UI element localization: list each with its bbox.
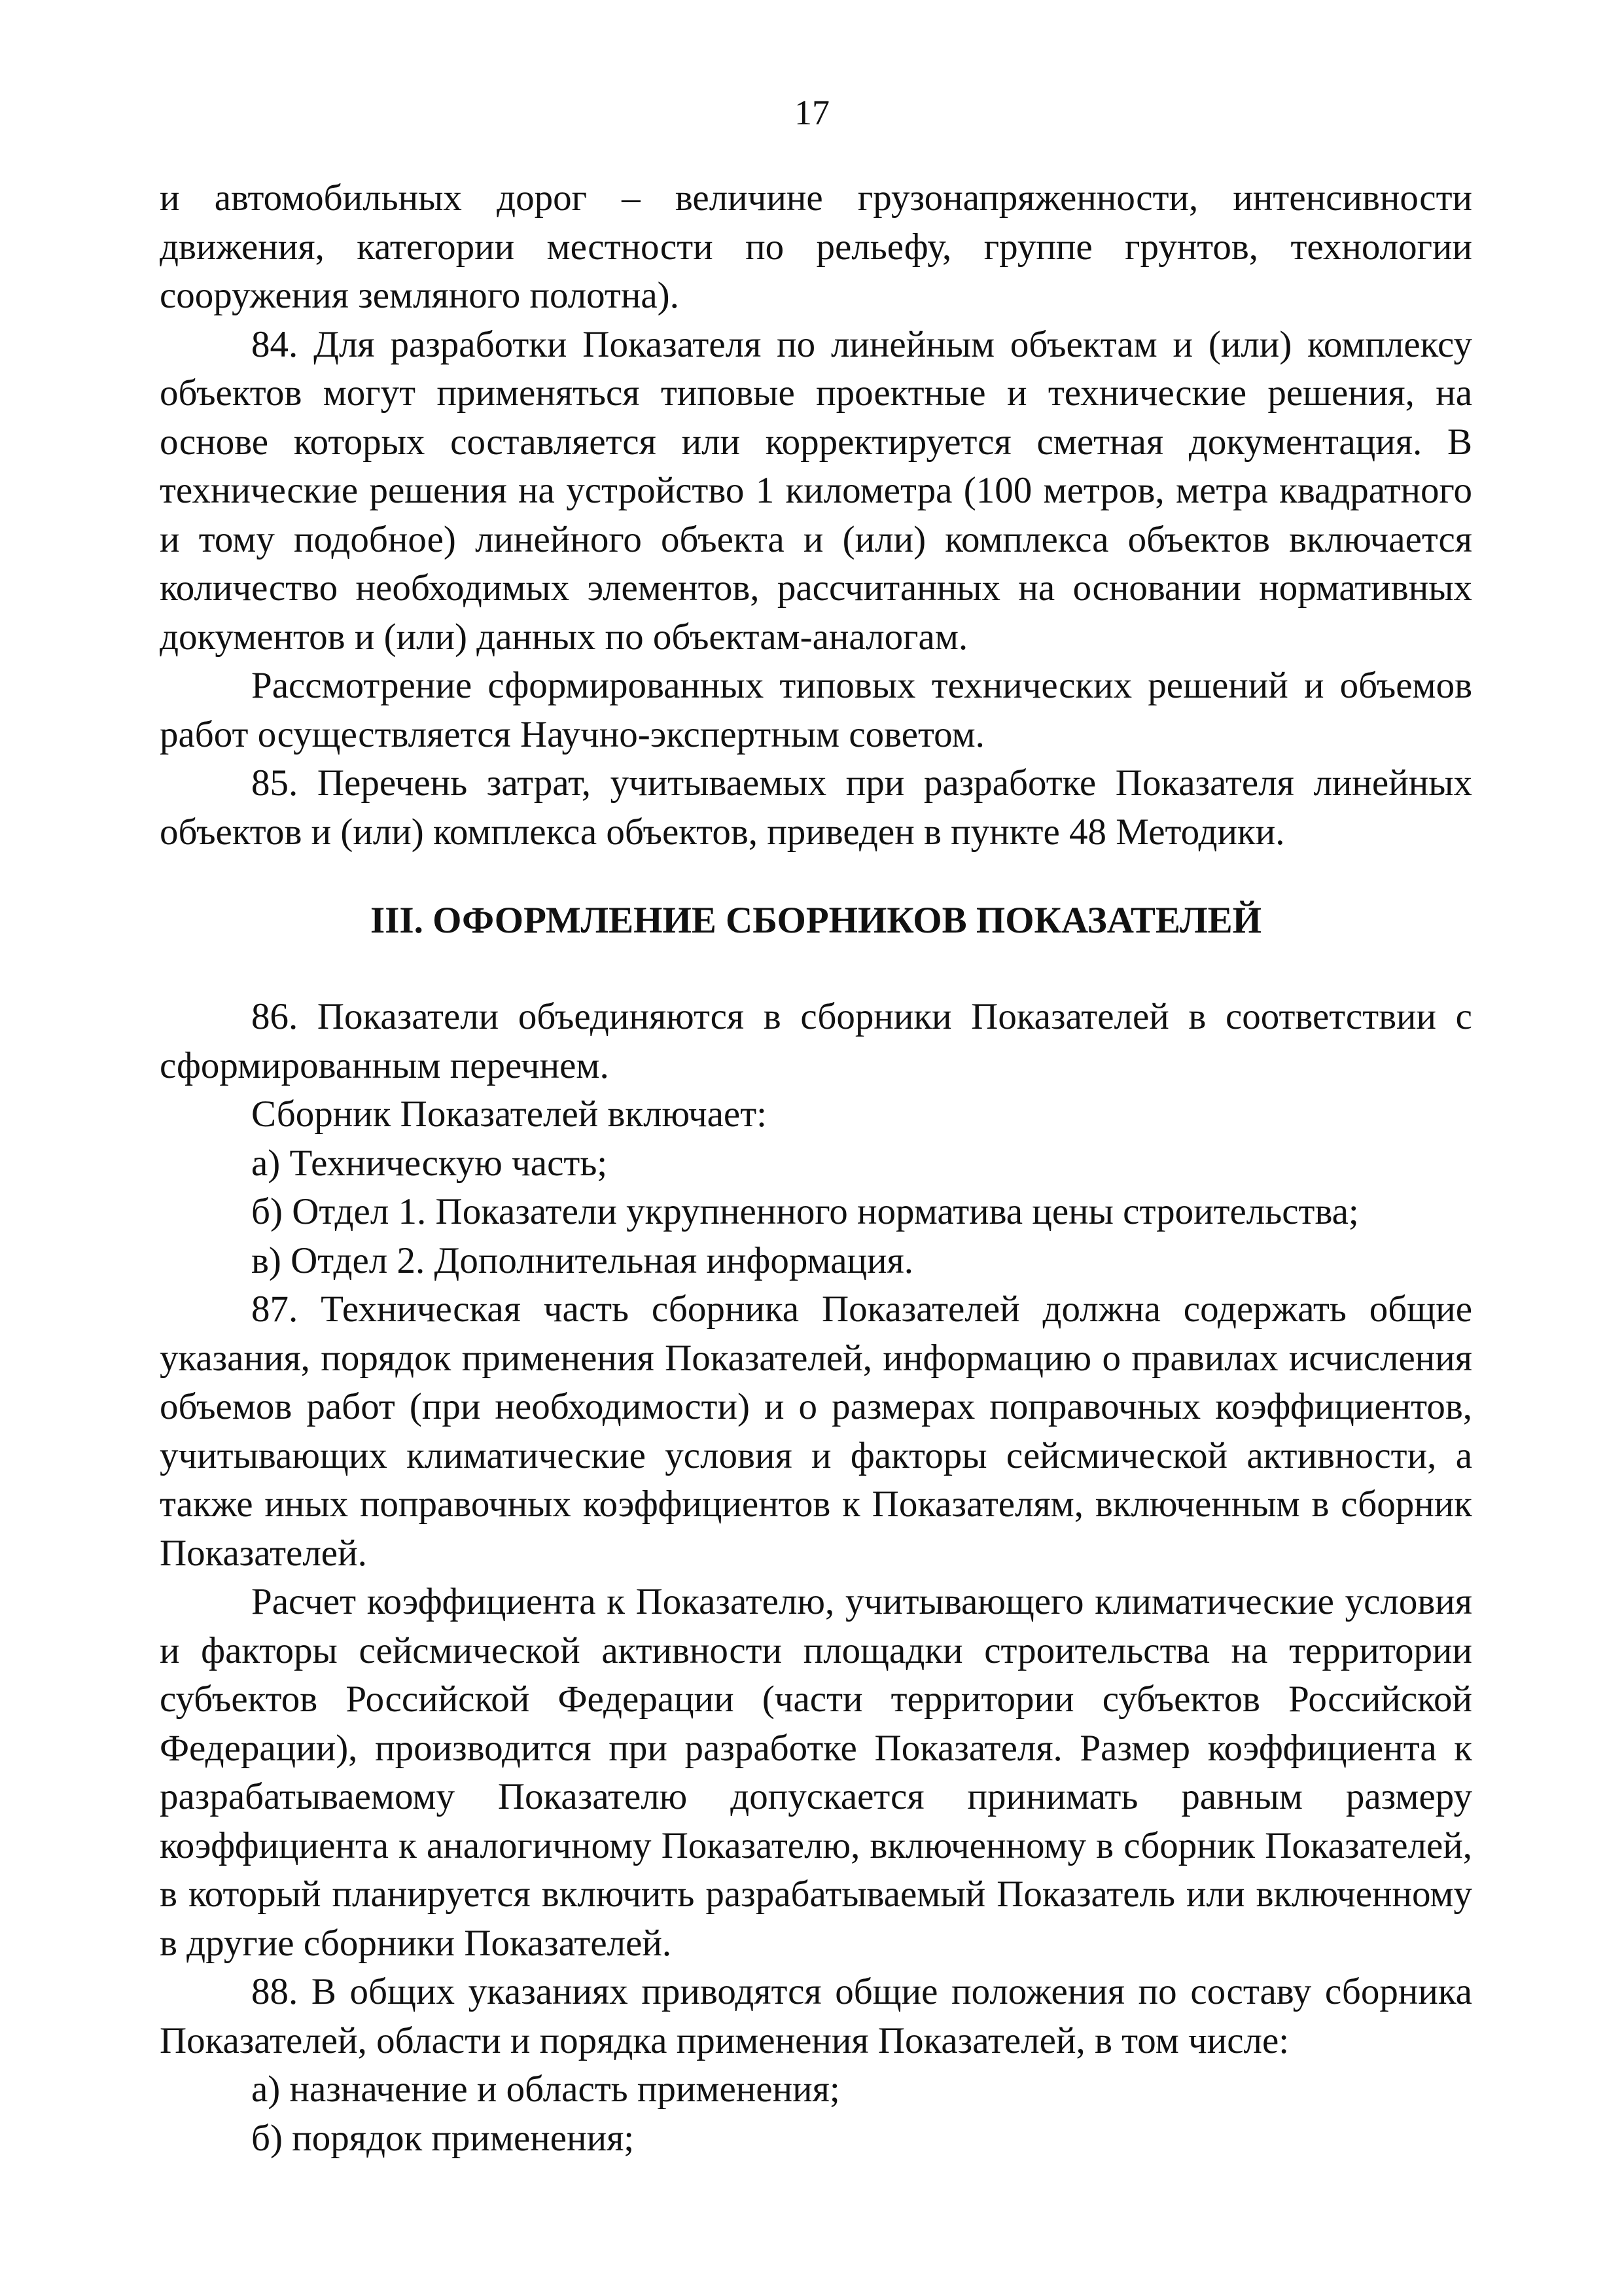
list-item-88-b: б) порядок применения; [251,2117,635,2159]
paragraph-84-review: Рассмотрение сформированных типовых технических решений и объемов работ осуществляется Научно-экспертным советом. [160,665,1472,755]
list-item-86-c: в) Отдел 2. Дополнительная информация. [251,1239,914,1281]
document-body [160,174,1472,2163]
page-number: 17 [794,93,830,132]
list-item-86-b: б) Отдел 1. Показатели укрупненного норматива цены строительства; [251,1191,1359,1232]
list-item-88-a: а) назначение и область применения; [251,2069,840,2110]
paragraph-87-coefficient: Расчет коэффициента к Показателю, учитывающего климатические условия и факторы сейсмической активности площадки строительства на территории субъектов Российской Федерации (части территории субъектов Российской Федерации), производится при разработке Показателя. Размер коэффициента к разрабатываемому Показателю допускается принимать равным размеру коэффициента к аналогичному Показателю, включенному в сборник Показателей, в который планируется включить разрабатываемый Показатель или включенному в другие сборники Показателей. [160,1581,1472,1964]
paragraph-87: 87. Техническая часть сборника Показателей должна содержать общие указания, порядок применения Показателей, информацию о правилах исчисления объемов работ (при необходимости) и о размерах поправочных коэффициентов, учитывающих климатические условия и факторы сейсмической активности, а также иных поправочных коэффициентов к Показателям, включенным в сборник Показателей. [160,1289,1472,1574]
paragraph-84: 84. Для разработки Показателя по линейным объектам и (или) комплексу объектов могут применяться типовые проектные и технические решения, на основе которых составляется или корректируется сметная документация. В технические решения на устройство 1 километра (100 метров, метра квадратного и тому подобное) линейного объекта и (или) комплекса объектов включается количество необходимых элементов, рассчитанных на основании нормативных документов и (или) данных по объектам-аналогам. [160,323,1472,658]
paragraph-continuation: и автомобильных дорог – величине грузонапряженности, интенсивности движения, категории местности по рельефу, группе грунтов, технологии сооружения земляного полотна). [160,177,1472,316]
paragraph-88: 88. В общих указаниях приводятся общие положения по составу сборника Показателей, области и порядка применения Показателей, в том числе: [160,1971,1472,2061]
list-item-86-a: а) Техническую часть; [251,1142,608,1184]
paragraph-86-collection-includes: Сборник Показателей включает: [251,1094,767,1135]
paragraph-86: 86. Показатели объединяются в сборники Показателей в соответствии с сформированным перечнем. [160,996,1472,1086]
paragraph-85: 85. Перечень затрат, учитываемых при разработке Показателя линейных объектов и (или) комплекса объектов, приведен в пункте 48 Методики. [160,762,1472,853]
section-heading: III. ОФОРМЛЕНИЕ СБОРНИКОВ ПОКАЗАТЕЛЕЙ [370,900,1262,941]
